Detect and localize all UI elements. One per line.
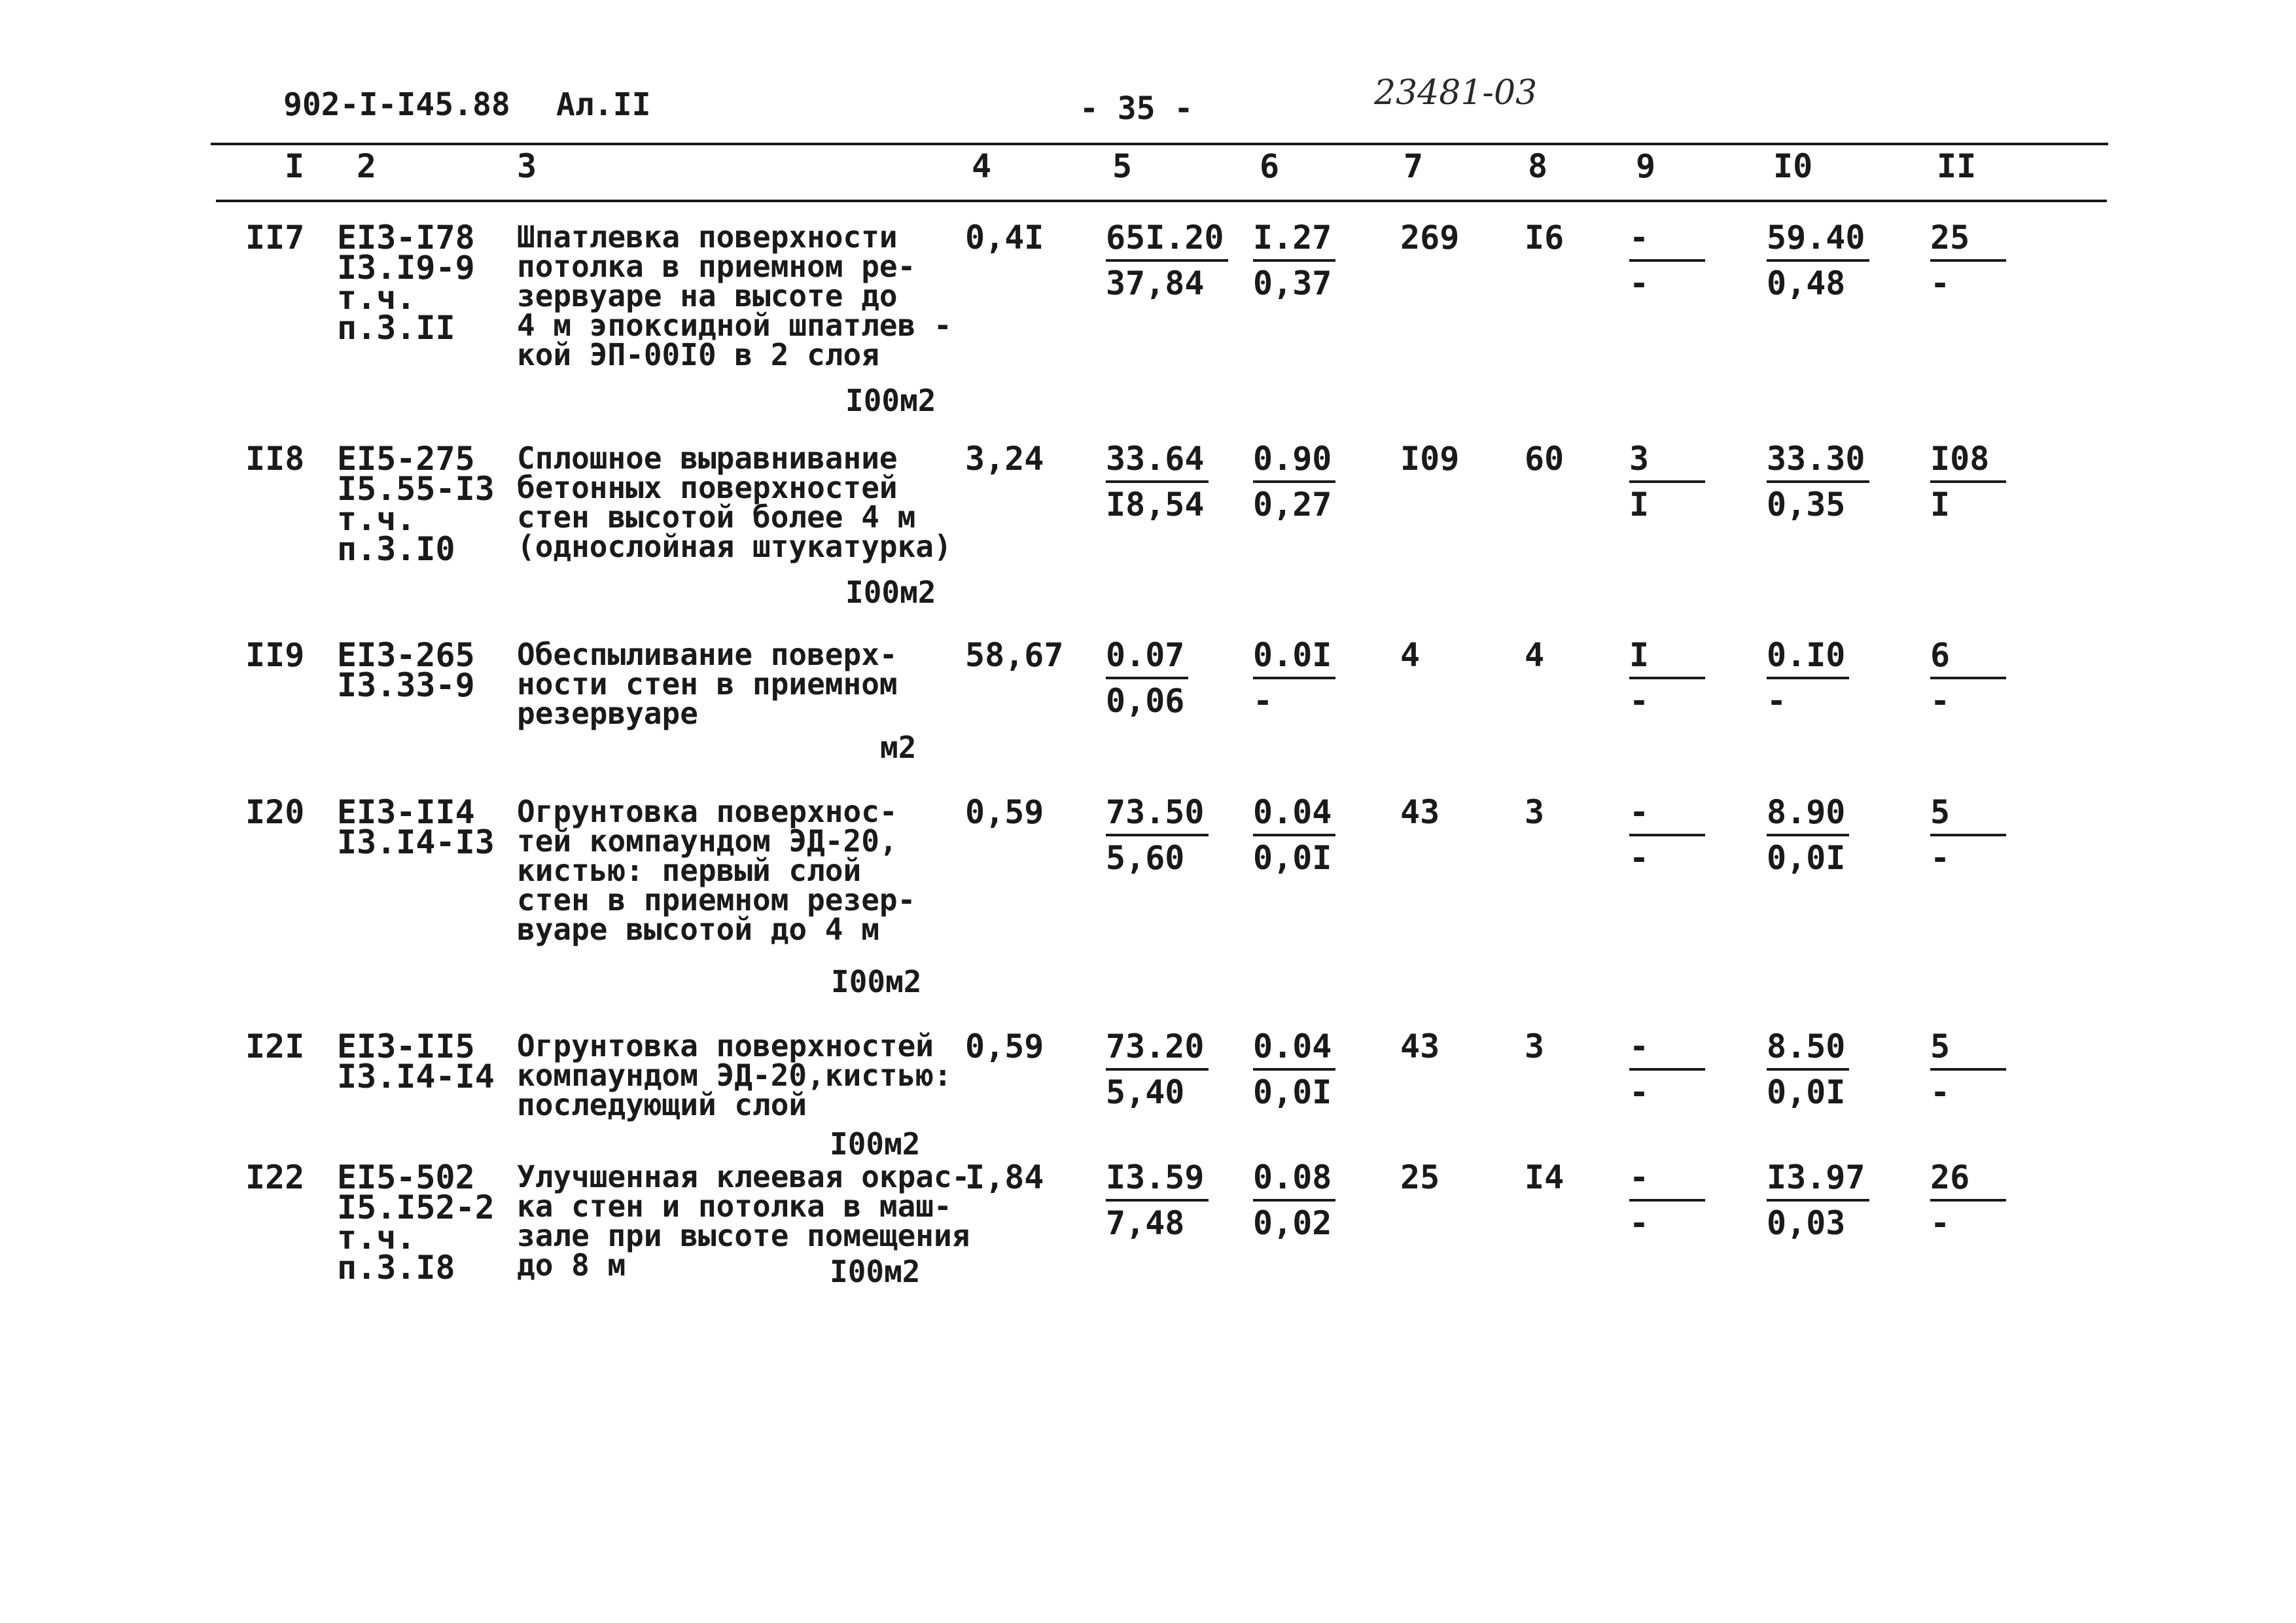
norm-code	[337, 793, 495, 861]
norm-code-line: EI3-II4	[337, 793, 475, 831]
work-description-line: стен высотой более 4 м	[517, 499, 916, 535]
machine-cost-denominator: 0,02	[1253, 1204, 1332, 1242]
machine-total-denominator: -	[1629, 682, 1650, 720]
labor-total	[1930, 437, 2006, 526]
work-description-line: зале при высоте помещения	[517, 1218, 970, 1253]
norm-code-line: EI3-265	[337, 636, 475, 674]
work-description-line: компаундом ЭД-20,кистью:	[517, 1058, 952, 1093]
machine-cost-numerator: I.27	[1253, 216, 1335, 262]
machine-total	[1629, 1156, 1705, 1245]
norm-code-line: п.3.II	[337, 309, 455, 347]
unit-cost-denominator: 37,84	[1106, 264, 1205, 302]
column-header: 5	[1112, 147, 1133, 185]
wage-cost: 3	[1525, 793, 1545, 831]
unit-cost	[1106, 1025, 1209, 1114]
norm-code-line: I5.55-I3	[337, 470, 495, 508]
machine-total-numerator: -	[1629, 1156, 1705, 1202]
unit-cost-numerator: 73.20	[1106, 1025, 1209, 1071]
header-bottom-rule	[216, 200, 2107, 202]
norm-code-line: I5.I52-2	[337, 1188, 495, 1226]
work-description	[517, 440, 952, 564]
machine-total	[1629, 791, 1705, 880]
machine-cost-numerator: 0.08	[1253, 1156, 1335, 1202]
total-cost: 43	[1400, 1027, 1440, 1065]
measure-unit: I00м2	[845, 575, 936, 610]
labor-total-numerator: 25	[1930, 216, 2006, 262]
labor-total-denominator: I	[1930, 486, 1951, 524]
quantity: 0,59	[965, 793, 1044, 831]
labor-cost	[1767, 216, 1869, 305]
work-description-line: Огрунтовка поверхнос-	[517, 794, 898, 829]
labor-cost-denominator: 0,03	[1767, 1204, 1846, 1242]
unit-cost	[1106, 216, 1228, 305]
labor-total-numerator: 5	[1930, 1025, 2006, 1071]
total-cost: I09	[1400, 440, 1460, 478]
machine-cost	[1253, 791, 1335, 880]
unit-cost	[1106, 791, 1209, 880]
measure-unit: I00м2	[830, 1254, 921, 1289]
handwritten-number: 23481-03	[1374, 73, 1538, 113]
work-description-line: зервуаре на высоте до	[517, 278, 898, 313]
norm-code-line: I3.I4-I4	[337, 1058, 495, 1096]
unit-cost	[1106, 1156, 1209, 1245]
work-description-line: бетонных поверхностей	[517, 470, 898, 505]
total-cost: 43	[1400, 793, 1440, 831]
norm-code	[337, 219, 475, 347]
norm-code	[337, 1158, 495, 1287]
wage-cost: 60	[1525, 440, 1564, 478]
labor-cost	[1767, 1156, 1869, 1245]
machine-total-denominator: -	[1629, 1073, 1650, 1111]
total-cost: 269	[1400, 219, 1460, 257]
labor-cost	[1767, 791, 1849, 880]
work-description-line: стен в приемном резер-	[517, 882, 916, 918]
labor-cost	[1767, 437, 1869, 526]
labor-total-numerator: I08	[1930, 437, 2006, 483]
total-cost: 4	[1400, 636, 1421, 674]
work-description-line: Улучшенная клеевая окрас-	[517, 1159, 970, 1194]
work-description-line: до 8 м	[517, 1247, 626, 1283]
column-header: 8	[1528, 147, 1548, 185]
unit-cost-denominator: 0,06	[1106, 682, 1185, 720]
work-description-line: ка стен и потолка в маш-	[517, 1188, 952, 1224]
measure-unit: I00м2	[830, 1126, 921, 1162]
norm-code-line: т.ч.	[337, 279, 416, 317]
page-number: - 35 -	[1080, 90, 1193, 127]
work-description-line: последующий слой	[517, 1087, 807, 1122]
machine-cost-numerator: 0.04	[1253, 1025, 1335, 1071]
norm-code-line: I3.33-9	[337, 666, 475, 704]
work-description	[517, 637, 898, 731]
norm-code	[337, 440, 495, 568]
measure-unit: I00м2	[831, 964, 922, 999]
item-number: I22	[245, 1158, 305, 1196]
wage-cost: I6	[1525, 219, 1564, 257]
machine-total	[1629, 216, 1705, 305]
norm-code-line: EI3-II5	[337, 1027, 475, 1065]
work-description-line: тей компаундом ЭД-20,	[517, 823, 898, 859]
work-description-line: кистью: первый слой	[517, 853, 862, 888]
machine-total-numerator: I	[1629, 633, 1705, 679]
column-header: 2	[357, 147, 377, 185]
machine-total-denominator: -	[1629, 839, 1650, 877]
unit-cost	[1106, 633, 1188, 722]
machine-total-numerator: -	[1629, 216, 1705, 262]
measure-unit: м2	[880, 730, 917, 765]
quantity: 3,24	[965, 440, 1044, 478]
work-description-line: потолка в приемном ре-	[517, 249, 916, 284]
labor-cost-denominator: -	[1767, 682, 1787, 720]
norm-code-line: EI5-502	[337, 1158, 475, 1196]
unit-cost-denominator: 7,48	[1106, 1204, 1185, 1242]
unit-cost-numerator: 65I.20	[1106, 216, 1228, 262]
work-description-line: Шпатлевка поверхности	[517, 219, 898, 255]
machine-cost-denominator: 0,0I	[1253, 1073, 1332, 1111]
machine-cost-denominator: 0,0I	[1253, 839, 1332, 877]
quantity: 0,59	[965, 1027, 1044, 1065]
norm-code-line: т.ч.	[337, 1219, 416, 1257]
labor-cost-numerator: 0.I0	[1767, 633, 1849, 679]
measure-unit: I00м2	[845, 383, 936, 418]
work-description	[517, 219, 952, 372]
labor-total	[1930, 633, 2006, 722]
machine-cost-denominator: 0,27	[1253, 486, 1332, 524]
item-number: II9	[245, 636, 305, 674]
norm-code-line: п.3.I8	[337, 1249, 455, 1287]
column-header: II	[1937, 147, 1977, 185]
norm-code-line: п.3.I0	[337, 530, 455, 568]
labor-cost-numerator: 8.90	[1767, 791, 1849, 836]
labor-cost-denominator: 0,35	[1767, 486, 1846, 524]
norm-code-line: I3.I9-9	[337, 249, 475, 287]
labor-cost-denominator: 0,48	[1767, 264, 1846, 302]
labor-total	[1930, 216, 2006, 305]
norm-code-line: I3.I4-I3	[337, 823, 495, 861]
labor-total	[1930, 1025, 2006, 1114]
machine-total-denominator: -	[1629, 264, 1650, 302]
work-description-line: вуаре высотой до 4 м	[517, 912, 879, 947]
quantity: 0,4I	[965, 219, 1044, 257]
machine-cost	[1253, 437, 1335, 526]
labor-total-denominator: -	[1930, 682, 1951, 720]
unit-cost-numerator: 0.07	[1106, 633, 1188, 679]
work-description-line: ности стен в приемном	[517, 666, 898, 702]
machine-cost-denominator: 0,37	[1253, 264, 1332, 302]
work-description	[517, 794, 916, 947]
work-description-line: кой ЭП-00I0 в 2 слоя	[517, 337, 879, 372]
work-description-line: Обеспыливание поверх-	[517, 637, 898, 672]
labor-total-numerator: 5	[1930, 791, 2006, 836]
quantity: 58,67	[965, 636, 1064, 674]
unit-cost-denominator: 5,60	[1106, 839, 1185, 877]
labor-cost-numerator: I3.97	[1767, 1156, 1869, 1202]
machine-total-denominator: -	[1629, 1204, 1650, 1242]
machine-cost-numerator: 0.90	[1253, 437, 1335, 483]
unit-cost	[1106, 437, 1209, 526]
column-header: I0	[1773, 147, 1813, 185]
work-description-line: (однослойная штукатурка)	[517, 529, 952, 564]
work-description-line: Огрунтовка поверхностей	[517, 1028, 934, 1063]
machine-total-denominator: I	[1629, 486, 1650, 524]
wage-cost: 4	[1525, 636, 1545, 674]
machine-cost-numerator: 0.0I	[1253, 633, 1335, 679]
machine-cost	[1253, 216, 1335, 305]
machine-total-numerator: -	[1629, 791, 1705, 836]
machine-cost-numerator: 0.04	[1253, 791, 1335, 836]
labor-total-denominator: -	[1930, 1073, 1951, 1111]
unit-cost-numerator: 73.50	[1106, 791, 1209, 836]
labor-cost	[1767, 633, 1849, 722]
quantity: I,84	[965, 1158, 1044, 1196]
machine-cost-denominator: -	[1253, 682, 1273, 720]
labor-cost-denominator: 0,0I	[1767, 839, 1846, 877]
work-description	[517, 1028, 952, 1122]
unit-cost-numerator: I3.59	[1106, 1156, 1209, 1202]
column-header: 3	[517, 147, 537, 185]
unit-cost-denominator: 5,40	[1106, 1073, 1185, 1111]
norm-code-line: EI3-I78	[337, 219, 475, 257]
labor-total-denominator: -	[1930, 839, 1951, 877]
wage-cost: 3	[1525, 1027, 1545, 1065]
machine-total	[1629, 437, 1705, 526]
unit-cost-numerator: 33.64	[1106, 437, 1209, 483]
machine-cost	[1253, 1156, 1335, 1245]
work-description-line: 4 м эпоксидной шпатлев -	[517, 308, 952, 343]
machine-total-numerator: -	[1629, 1025, 1705, 1071]
norm-code	[337, 1027, 495, 1096]
labor-cost-numerator: 59.40	[1767, 216, 1869, 262]
item-number: II7	[245, 219, 305, 257]
item-number: I20	[245, 793, 305, 831]
labor-total	[1930, 791, 2006, 880]
norm-code	[337, 636, 475, 704]
labor-total-numerator: 26	[1930, 1156, 2006, 1202]
column-header: I	[285, 147, 305, 185]
labor-cost-numerator: 33.30	[1767, 437, 1869, 483]
work-description-line: Сплошное выравнивание	[517, 440, 898, 476]
labor-total-numerator: 6	[1930, 633, 2006, 679]
machine-cost	[1253, 633, 1335, 722]
document-code: 902-I-I45.88	[283, 86, 510, 123]
machine-total-numerator: 3	[1629, 437, 1705, 483]
top-rule	[211, 143, 2108, 145]
total-cost: 25	[1400, 1158, 1440, 1196]
labor-cost-denominator: 0,0I	[1767, 1073, 1846, 1111]
machine-total	[1629, 1025, 1705, 1114]
labor-cost	[1767, 1025, 1849, 1114]
labor-total-denominator: -	[1930, 1204, 1951, 1242]
column-header: 9	[1636, 147, 1656, 185]
album-label: Ал.II	[556, 86, 651, 123]
machine-cost	[1253, 1025, 1335, 1114]
labor-cost-numerator: 8.50	[1767, 1025, 1849, 1071]
item-number: II8	[245, 440, 305, 478]
norm-code-line: т.ч.	[337, 500, 416, 538]
item-number: I2I	[245, 1027, 305, 1065]
column-header: 4	[972, 147, 992, 185]
column-header: 6	[1260, 147, 1280, 185]
unit-cost-denominator: I8,54	[1106, 486, 1205, 524]
work-description-line: резервуаре	[517, 696, 698, 731]
column-header: 7	[1404, 147, 1424, 185]
labor-total-denominator: -	[1930, 264, 1951, 302]
wage-cost: I4	[1525, 1158, 1564, 1196]
labor-total	[1930, 1156, 2006, 1245]
norm-code-line: EI5-275	[337, 440, 475, 478]
machine-total	[1629, 633, 1705, 722]
